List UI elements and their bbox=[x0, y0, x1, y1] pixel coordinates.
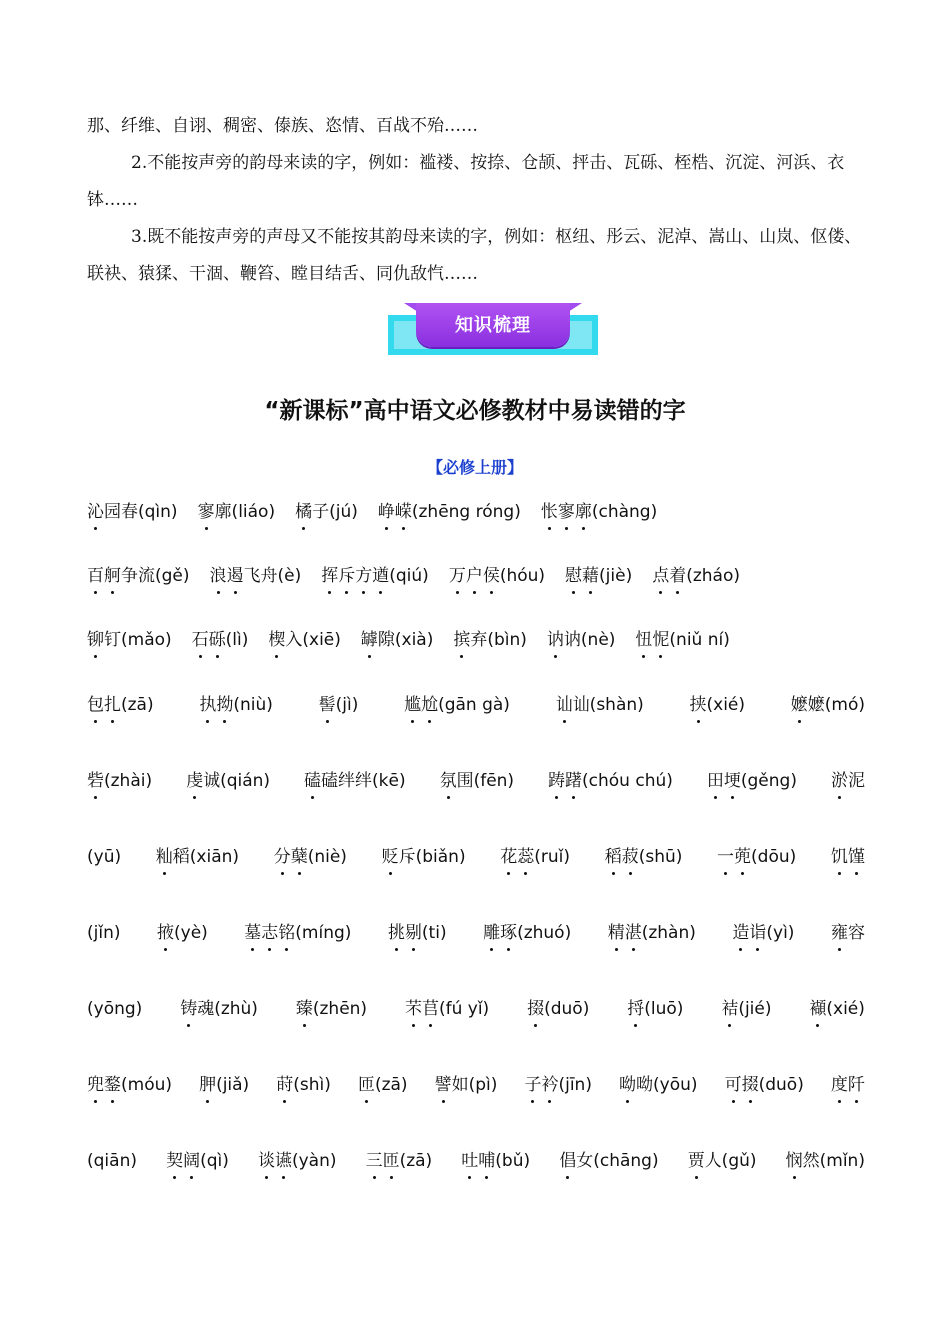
vocab-item bbox=[453, 625, 527, 655]
emphasized-char: 怩 bbox=[652, 625, 669, 655]
vocab-text: (jiè) bbox=[599, 566, 633, 586]
vocab-item bbox=[199, 1070, 249, 1100]
emphasized-char: 沁 bbox=[87, 497, 104, 527]
vocab-text: (zā) bbox=[121, 695, 154, 715]
emphasized-char: 雍 bbox=[831, 918, 848, 948]
vocab-row-4 bbox=[87, 690, 865, 720]
vocab-text: (gān gà) bbox=[438, 695, 510, 715]
emphasized-char: 嬷 bbox=[791, 690, 808, 720]
vocab-item bbox=[461, 1146, 530, 1176]
emphasized-char: 胛 bbox=[199, 1070, 216, 1100]
vocab-text: (zā) bbox=[374, 1075, 408, 1095]
vocab-item bbox=[608, 918, 696, 948]
emphasized-char: 兜 bbox=[87, 1070, 104, 1100]
emphasized-char: 砦 bbox=[87, 766, 104, 796]
vocab-item bbox=[319, 690, 359, 720]
emphasized-char: 执 bbox=[199, 690, 216, 720]
emphasized-char: 舸 bbox=[104, 561, 121, 591]
emphasized-char: 尴 bbox=[404, 690, 421, 720]
vocab-item bbox=[166, 1146, 229, 1176]
vocab-text: 磕绊绊(kē) bbox=[321, 771, 406, 791]
vocab-text: 子(jú) bbox=[312, 502, 358, 522]
vocab-item bbox=[605, 842, 683, 872]
emphasized-char: 方 bbox=[355, 561, 372, 591]
emphasized-char: 一 bbox=[717, 842, 734, 872]
banner-label: 知识梳理 bbox=[455, 315, 531, 336]
vocab-item bbox=[361, 625, 433, 655]
emphasized-char: 田 bbox=[707, 766, 724, 796]
emphasized-char: 蔸 bbox=[734, 842, 751, 872]
vocab-text: (jié) bbox=[738, 999, 772, 1019]
vocab-item bbox=[388, 918, 447, 948]
vocab-text: (yū) bbox=[87, 847, 122, 867]
emphasized-char: 琢 bbox=[500, 918, 517, 948]
emphasized-char: 斥 bbox=[338, 561, 355, 591]
emphasized-char: 墓 bbox=[244, 918, 261, 948]
vocab-item bbox=[87, 497, 178, 527]
vocab-item bbox=[831, 918, 865, 948]
intro-point-2 bbox=[87, 145, 863, 219]
emphasized-char: 襭 bbox=[809, 994, 826, 1024]
intro-line-continued bbox=[87, 108, 863, 145]
vocab-item bbox=[786, 1146, 865, 1176]
emphasized-char: 石 bbox=[192, 625, 209, 655]
emphasized-char: 志 bbox=[261, 918, 278, 948]
vocab-text: (yè) bbox=[174, 923, 208, 943]
emphasized-char: 诣 bbox=[749, 918, 766, 948]
vocab-item bbox=[87, 918, 121, 948]
vocab-text: (luō) bbox=[644, 999, 684, 1019]
emphasized-char: 户 bbox=[466, 561, 483, 591]
emphasized-char: 铸 bbox=[180, 994, 197, 1024]
vocab-text: (lì) bbox=[225, 630, 249, 650]
vocab-item bbox=[87, 766, 152, 796]
emphasized-char: 度 bbox=[831, 1070, 848, 1100]
vocab-item bbox=[87, 625, 172, 655]
vocab-item bbox=[635, 625, 729, 655]
vocab-item bbox=[707, 766, 797, 796]
vocab-text: 讷(nè) bbox=[563, 630, 616, 650]
vocab-item bbox=[244, 918, 351, 948]
vocab-item bbox=[652, 561, 740, 591]
emphasized-char: 阡 bbox=[848, 1070, 865, 1100]
vocab-item bbox=[210, 561, 302, 591]
vocab-text: 斥(biǎn) bbox=[398, 847, 466, 867]
vocab-item bbox=[87, 690, 154, 720]
emphasized-char: 嵘 bbox=[395, 497, 412, 527]
vocab-text: 钉(mǎo) bbox=[104, 630, 172, 650]
vocab-item bbox=[556, 690, 644, 720]
emphasized-char: 铆 bbox=[87, 625, 104, 655]
vocab-item bbox=[547, 625, 616, 655]
emphasized-char: 淤 bbox=[831, 766, 848, 796]
vocab-text: (chóu chú) bbox=[582, 771, 673, 791]
vocab-item bbox=[258, 1146, 337, 1176]
vocab-text: (yì) bbox=[766, 923, 795, 943]
vocab-item bbox=[831, 1070, 865, 1100]
vocab-item bbox=[404, 690, 510, 720]
vocab-text: 魂(zhù) bbox=[197, 999, 258, 1019]
emphasized-char: 遏 bbox=[227, 561, 244, 591]
emphasized-char: 湛 bbox=[625, 918, 642, 948]
vocab-text: 弃(bìn) bbox=[470, 630, 527, 650]
emphasized-char: 子 bbox=[524, 1070, 541, 1100]
emphasized-char: 讪 bbox=[556, 690, 573, 720]
vocab-item bbox=[435, 1070, 498, 1100]
emphasized-char: 铭 bbox=[278, 918, 295, 948]
emphasized-char: 莳 bbox=[276, 1070, 293, 1100]
emphasized-char: 匝 bbox=[358, 1070, 375, 1100]
section-subtitle: 【必修上册】 bbox=[426, 458, 523, 477]
emphasized-char: 臻 bbox=[296, 994, 313, 1024]
vocab-text: 嬷(mó) bbox=[807, 695, 865, 715]
vocab-text: (niù) bbox=[233, 695, 273, 715]
emphasized-char: 扎 bbox=[104, 690, 121, 720]
vocab-item bbox=[366, 1146, 433, 1176]
vocab-item bbox=[358, 1070, 408, 1100]
vocab-row-1 bbox=[87, 497, 865, 527]
emphasized-char: 怅 bbox=[541, 497, 558, 527]
emphasized-char: 阔 bbox=[183, 1146, 200, 1176]
vocab-text: (zhuó) bbox=[517, 923, 572, 943]
vocab-text: (gěng) bbox=[740, 771, 797, 791]
vocab-item bbox=[721, 994, 771, 1024]
vocab-item bbox=[304, 766, 406, 796]
vocab-item bbox=[791, 690, 865, 720]
vocab-item bbox=[449, 561, 545, 591]
vocab-text: (móu) bbox=[121, 1075, 172, 1095]
vocab-text: (zhēn) bbox=[312, 999, 368, 1019]
vocab-item bbox=[87, 1070, 172, 1100]
vocab-text: (jì) bbox=[335, 695, 359, 715]
vocab-text: (zhài) bbox=[104, 771, 153, 791]
vocab-item bbox=[87, 1146, 137, 1176]
emphasized-char: 稻 bbox=[605, 842, 622, 872]
emphasized-char: 掖 bbox=[157, 918, 174, 948]
vocab-item bbox=[405, 994, 489, 1024]
emphasized-char: 挟 bbox=[690, 690, 707, 720]
emphasized-char: 袺 bbox=[721, 994, 738, 1024]
vocab-item bbox=[156, 842, 239, 872]
vocab-item bbox=[559, 1146, 658, 1176]
emphasized-char: 万 bbox=[449, 561, 466, 591]
vocab-item bbox=[157, 918, 208, 948]
vocab-item bbox=[87, 994, 142, 1024]
vocab-text: (xié) bbox=[826, 999, 865, 1019]
vocab-item bbox=[321, 561, 429, 591]
vocab-item bbox=[268, 625, 341, 655]
vocab-text: (jīn) bbox=[558, 1075, 592, 1095]
vocab-text: (qiú) bbox=[389, 566, 429, 586]
emphasized-char: 花 bbox=[500, 842, 517, 872]
emphasized-char: 衿 bbox=[541, 1070, 558, 1100]
vocab-text: 人(gǔ) bbox=[704, 1151, 757, 1171]
vocab-text: (duō) bbox=[544, 999, 590, 1019]
emphasized-char: 峥 bbox=[378, 497, 395, 527]
emphasized-char: 埂 bbox=[724, 766, 741, 796]
emphasized-char: 哺 bbox=[478, 1146, 495, 1176]
vocab-text: (qiān) bbox=[87, 1151, 137, 1171]
emphasized-char: 慰 bbox=[565, 561, 582, 591]
vocab-text: 呦(yōu) bbox=[636, 1075, 698, 1095]
vocab-item bbox=[548, 766, 673, 796]
page-title: “新课标”高中语文必修教材中易读错的字 bbox=[264, 398, 686, 424]
emphasized-char: 雕 bbox=[483, 918, 500, 948]
emphasized-char: 罅 bbox=[361, 625, 378, 655]
vocab-item bbox=[378, 497, 521, 527]
vocab-text: (chàng) bbox=[591, 502, 658, 522]
vocab-item bbox=[688, 1146, 757, 1176]
vocab-text: (ruǐ) bbox=[534, 847, 571, 867]
vocab-item bbox=[831, 842, 865, 872]
vocab-text: (niè) bbox=[307, 847, 347, 867]
emphasized-char: 寥 bbox=[558, 497, 575, 527]
vocab-text: (zhàn) bbox=[641, 923, 696, 943]
emphasized-char: 浪 bbox=[210, 561, 227, 591]
section-banner bbox=[388, 303, 598, 355]
vocab-item bbox=[717, 842, 796, 872]
vocab-text: (zhēng róng) bbox=[411, 502, 521, 522]
emphasized-char: 三 bbox=[366, 1146, 383, 1176]
vocab-text: 稻(xiān) bbox=[172, 847, 240, 867]
vocab-text: 园春(qìn) bbox=[104, 502, 178, 522]
emphasized-char: 吐 bbox=[461, 1146, 478, 1176]
vocab-text: (ti) bbox=[421, 923, 447, 943]
emphasized-char: 讷 bbox=[547, 625, 564, 655]
emphasized-char: 遒 bbox=[372, 561, 389, 591]
emphasized-char: 造 bbox=[732, 918, 749, 948]
vocab-text: 讪(shàn) bbox=[572, 695, 644, 715]
vocab-text: (shū) bbox=[638, 847, 683, 867]
emphasized-char: 尬 bbox=[421, 690, 438, 720]
emphasized-char: 籼 bbox=[156, 842, 173, 872]
vocab-text: (yōng) bbox=[87, 999, 143, 1019]
emphasized-char: 契 bbox=[166, 1146, 183, 1176]
vocab-text: (hóu) bbox=[499, 566, 546, 586]
emphasized-char: 虔 bbox=[186, 766, 203, 796]
vocab-text: (duō) bbox=[758, 1075, 804, 1095]
vocab-item bbox=[192, 625, 249, 655]
emphasized-char: 躇 bbox=[565, 766, 582, 796]
vocab-item bbox=[186, 766, 270, 796]
vocab-item bbox=[295, 497, 358, 527]
emphasized-char: 砾 bbox=[209, 625, 226, 655]
emphasized-char: 贬 bbox=[382, 842, 399, 872]
vocab-row-9 bbox=[87, 1070, 865, 1100]
vocab-row-7 bbox=[87, 918, 865, 948]
emphasized-char: 馑 bbox=[848, 842, 865, 872]
vocab-item bbox=[619, 1070, 698, 1100]
emphasized-char: 捋 bbox=[627, 994, 644, 1024]
vocab-item bbox=[483, 918, 571, 948]
vocab-item bbox=[524, 1070, 592, 1100]
emphasized-char: 精 bbox=[608, 918, 625, 948]
vocab-item bbox=[382, 842, 466, 872]
intro-point-3 bbox=[87, 219, 863, 293]
emphasized-char: 橘 bbox=[295, 497, 312, 527]
vocab-item bbox=[296, 994, 367, 1024]
vocab-item bbox=[690, 690, 746, 720]
emphasized-char: 匝 bbox=[383, 1146, 400, 1176]
vocab-item bbox=[274, 842, 347, 872]
vocab-text: (dōu) bbox=[751, 847, 797, 867]
emphasized-char: 蘖 bbox=[291, 842, 308, 872]
emphasized-char: 挑 bbox=[388, 918, 405, 948]
vocab-text: (jiǎ) bbox=[216, 1075, 250, 1095]
emphasized-char: 踌 bbox=[548, 766, 565, 796]
emphasized-char: 分 bbox=[274, 842, 291, 872]
vocab-item bbox=[198, 497, 276, 527]
vocab-item bbox=[199, 690, 273, 720]
emphasized-char: 䜩 bbox=[275, 1146, 292, 1176]
emphasized-char: 菽 bbox=[622, 842, 639, 872]
emphasized-char: 点 bbox=[652, 561, 669, 591]
vocab-row-10 bbox=[87, 1146, 865, 1176]
vocab-text: 女(chāng) bbox=[576, 1151, 659, 1171]
emphasized-char: 包 bbox=[87, 690, 104, 720]
emphasized-char: 呦 bbox=[619, 1070, 636, 1100]
vocab-text: 争流(gě) bbox=[121, 566, 190, 586]
emphasized-char: 楔 bbox=[268, 625, 285, 655]
emphasized-char: 谈 bbox=[258, 1146, 275, 1176]
vocab-text: 飞舟(è) bbox=[243, 566, 302, 586]
emphasized-char: 廓 bbox=[575, 497, 592, 527]
vocab-item bbox=[440, 766, 514, 796]
vocab-item bbox=[725, 1070, 804, 1100]
vocab-text: 然(mǐn) bbox=[802, 1151, 865, 1171]
emphasized-char: 摈 bbox=[453, 625, 470, 655]
emphasized-char: 氛 bbox=[440, 766, 457, 796]
emphasized-char: 蕊 bbox=[517, 842, 534, 872]
vocab-text: (jǐn) bbox=[87, 923, 121, 943]
emphasized-char: 悯 bbox=[786, 1146, 803, 1176]
emphasized-char: 贾 bbox=[688, 1146, 705, 1176]
vocab-row-8 bbox=[87, 994, 865, 1024]
vocab-item bbox=[527, 994, 589, 1024]
vocab-item bbox=[809, 994, 865, 1024]
emphasized-char: 拗 bbox=[216, 690, 233, 720]
emphasized-char: 百 bbox=[87, 561, 104, 591]
vocab-text: (bǔ) bbox=[495, 1151, 531, 1171]
vocab-text: (qì) bbox=[200, 1151, 229, 1171]
emphasized-char: 寥 bbox=[198, 497, 215, 527]
vocab-text: (xié) bbox=[706, 695, 746, 715]
vocab-text: 诚(qián) bbox=[203, 771, 271, 791]
vocab-item bbox=[627, 994, 683, 1024]
emphasized-char: 苢 bbox=[422, 994, 439, 1024]
emphasized-char: 磕 bbox=[304, 766, 321, 796]
emphasized-char: 芣 bbox=[405, 994, 422, 1024]
vocab-item bbox=[500, 842, 570, 872]
emphasized-char: 譬 bbox=[435, 1070, 452, 1100]
vocab-item bbox=[541, 497, 657, 527]
vocab-text: 围(fēn) bbox=[456, 771, 515, 791]
vocab-text: 隙(xià) bbox=[377, 630, 434, 650]
vocab-text: (niǔ ní) bbox=[669, 630, 730, 650]
vocab-row-6 bbox=[87, 842, 865, 872]
vocab-text: 如(pì) bbox=[451, 1075, 498, 1095]
emphasized-char: 挥 bbox=[321, 561, 338, 591]
emphasized-char: 饥 bbox=[831, 842, 848, 872]
emphasized-char: 鍪 bbox=[104, 1070, 121, 1100]
vocab-row-2 bbox=[87, 561, 865, 591]
vocab-item bbox=[831, 766, 865, 796]
vocab-item bbox=[180, 994, 258, 1024]
emphasized-char: 忸 bbox=[635, 625, 652, 655]
vocab-text: (fú yǐ) bbox=[438, 999, 490, 1019]
vocab-text: (yàn) bbox=[291, 1151, 337, 1171]
vocab-text: (zháo) bbox=[686, 566, 740, 586]
vocab-item bbox=[565, 561, 632, 591]
vocab-text: 泥 bbox=[847, 771, 865, 791]
emphasized-char: 藉 bbox=[582, 561, 599, 591]
vocab-item bbox=[732, 918, 794, 948]
emphasized-char: 剔 bbox=[405, 918, 422, 948]
intro-point-2-text: 2.不能按声旁的韵母来读的字，例如：褴褛、按捺、仓颉、抨击、瓦砾、桎梏、沉淀、河浜、衣钵…… bbox=[87, 153, 845, 210]
vocab-text: (shì) bbox=[293, 1075, 331, 1095]
intro-point-3-text: 3.既不能按声旁的声母又不能按其韵母来读的字，例如：枢纽、彤云、泥淖、嵩山、山岚、伛偻、联袂、猿猱、干涸、鞭笞、瞠目结舌、同仇敌忾…… bbox=[87, 227, 862, 284]
emphasized-char: 掇 bbox=[742, 1070, 759, 1100]
vocab-text: 廓(liáo) bbox=[214, 502, 276, 522]
vocab-row-3 bbox=[87, 625, 865, 655]
vocab-text: (míng) bbox=[295, 923, 352, 943]
vocab-text: (zā) bbox=[399, 1151, 433, 1171]
emphasized-char: 倡 bbox=[559, 1146, 576, 1176]
emphasized-char: 侯 bbox=[483, 561, 500, 591]
emphasized-char: 可 bbox=[725, 1070, 742, 1100]
vocab-text: 入(xiē) bbox=[285, 630, 341, 650]
emphasized-char: 着 bbox=[669, 561, 686, 591]
emphasized-char: 髻 bbox=[319, 690, 336, 720]
vocab-item bbox=[87, 561, 190, 591]
intro-line0-text: 那、纤维、自诩、稠密、傣族、恣情、百战不殆…… bbox=[87, 116, 478, 136]
emphasized-char: 掇 bbox=[527, 994, 544, 1024]
vocab-row-5 bbox=[87, 766, 865, 796]
vocab-text: 容 bbox=[847, 923, 865, 943]
vocab-item bbox=[87, 842, 121, 872]
vocab-item bbox=[276, 1070, 331, 1100]
